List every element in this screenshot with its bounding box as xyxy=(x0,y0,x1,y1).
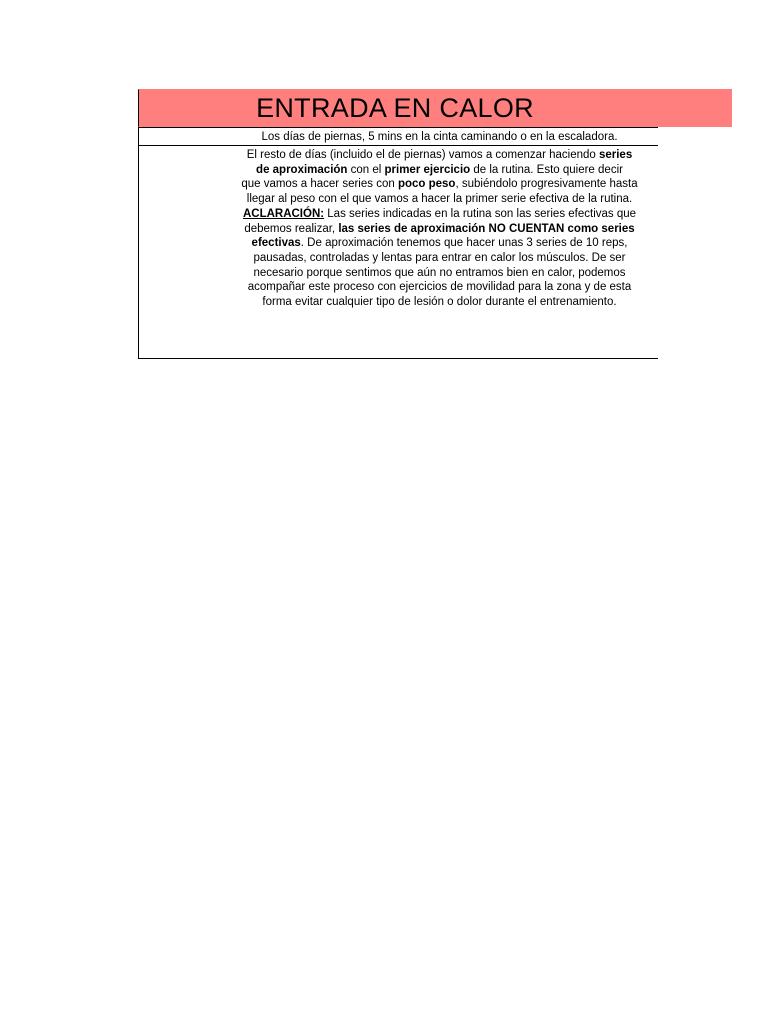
text-line xyxy=(221,163,658,178)
spreadsheet-page xyxy=(138,89,732,359)
text-line: forma evitar cualquier tipo de lesión o dolor durante el entrenamiento. xyxy=(262,296,617,309)
bold-run: poco peso xyxy=(397,178,456,191)
content-box xyxy=(138,127,658,359)
bold-run: efectivas xyxy=(251,237,301,250)
text-line: necesario porque sentimos que aún no entramos bien en calor, podemos xyxy=(253,266,626,279)
bold-run: de aproximación xyxy=(256,163,348,176)
bold-run: las series de aproximación NO CUENTAN como series xyxy=(338,222,635,235)
text-run: debemos realizar, xyxy=(244,222,339,235)
text-line: acompañar este proceso con ejercicios de movilidad para la zona y de esta xyxy=(247,281,632,294)
intro-cell: Los días de piernas, 5 mins en la cinta caminando o en la escaladora. xyxy=(139,127,658,146)
text-run: de la rutina. Esto quiere decir xyxy=(470,163,623,176)
text-run: que vamos a hacer series con xyxy=(241,178,398,191)
text-run: Las series indicadas en la rutina son las series efectivas que xyxy=(324,207,637,220)
text-line xyxy=(221,222,658,237)
bold-run: series xyxy=(598,149,633,161)
text-line xyxy=(221,207,658,222)
text-line: pausadas, controladas y lentas para entrar en calor los músculos. De ser xyxy=(253,251,626,264)
bold-run: primer ejercicio xyxy=(384,163,471,176)
text-run: , subiéndolo progresivamente hasta xyxy=(455,178,638,191)
text-run: . De aproximación tenemos que hacer unas 3 series de 10 reps, xyxy=(300,237,628,250)
instructions-cell xyxy=(139,146,658,358)
underlined-bold-run: ACLARACIÓN: xyxy=(242,207,325,220)
text-run: con el xyxy=(347,163,385,176)
text-line xyxy=(221,177,658,192)
text-line: llegar al peso con el que vamos a hacer la primer serie efectiva de la rutina. xyxy=(246,193,633,206)
text-line xyxy=(221,236,658,251)
section-title: ENTRADA EN CALOR xyxy=(138,89,732,127)
text-run: El resto de días (incluido el de piernas) vamos a comenzar haciendo xyxy=(246,149,599,161)
text-line xyxy=(221,148,658,163)
